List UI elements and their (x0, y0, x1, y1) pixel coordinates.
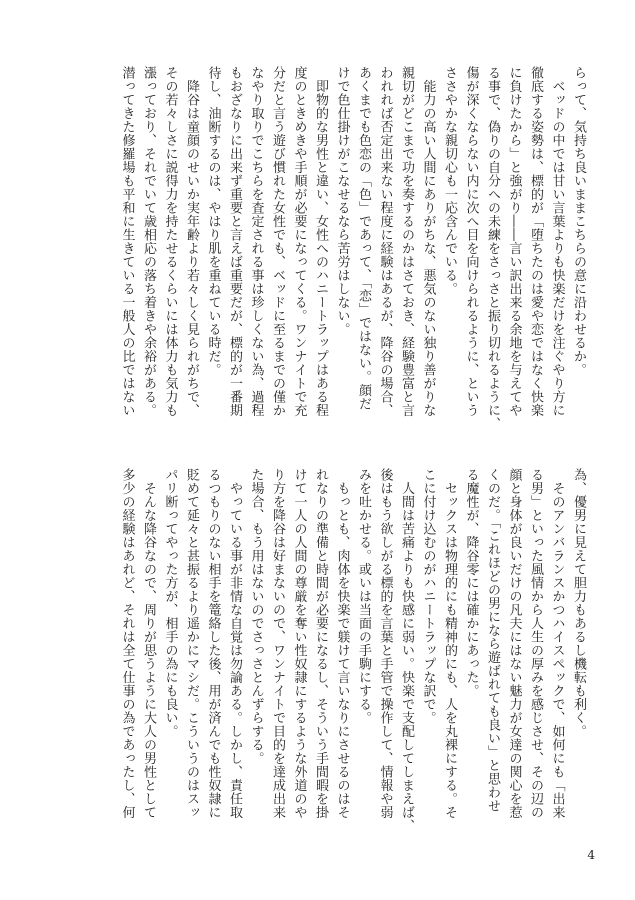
text-line: 多少の経験はあれど、それは全て仕事の為であったし、何 (119, 468, 135, 819)
text-line: そのアンバランスかつハイスペックで、如何にも「出来 (549, 468, 565, 819)
text-line: 後はもう欲しがる標的を言葉と手管で操作して、情報や弱 (377, 468, 393, 819)
text-line: その若々しさに説得力を持たせるくらいには体力も気力も (162, 66, 178, 417)
text-line: 待し、油断するのは、やはり肌を重ねている時だ。 (205, 66, 221, 377)
text-line: 顔と身体が良いだけの凡夫にはない魅力が女達の関心を惹 (506, 468, 522, 819)
page-number: 4 (587, 848, 595, 862)
text-line: に負けたから」と強がり――言い訳出来る余地を与えてや (506, 66, 522, 417)
upper-text-block (119, 66, 589, 446)
text-line: もっとも、肉体を快楽で躾けて言いなりにさせるのはそ (334, 468, 350, 819)
text-line: り方を降谷は好まないので、ワンナイトで目的を達成出来 (270, 468, 285, 819)
text-line: われれば否定出来ない程度に経験はあるが、降谷の場合、 (377, 66, 393, 417)
text-line: こに付け込むのがハニートラップな訳で。 (420, 468, 436, 725)
text-line: 徹底する姿勢は、標的が「堕ちたのは愛や恋ではなく快楽 (528, 66, 543, 417)
text-line: る事で、偽りの自分への未練をさっさと振り切れるように、 (485, 66, 500, 431)
text-line: 親切がどこまで功を奏するのかはさておき、経験豊富と言 (399, 66, 414, 417)
text-line: やっている事が非情な自覚は勿論ある。しかし、責任取 (227, 468, 242, 819)
text-line: くのだ。「これほどの男になら遊ばれても良い」と思わせ (485, 468, 500, 813)
text-line: パリ断ってやった方が、相手の為にも良い。 (162, 468, 178, 738)
text-line: ベッドの中では甘い言葉よりも快楽だけを注ぐやり方に (549, 66, 565, 417)
text-line: らって、気持ち良いままこちらの意に沿わせるか。 (571, 66, 586, 377)
text-line: あくまでも色恋の「色」であって、「恋」ではない。顔だ (356, 66, 371, 411)
text-line: る男」といった風情から人生の厚みを感じさせ、その辺の (528, 468, 543, 819)
text-line: 度のときめきや手順が必要になってくる。ワンナイトで充 (291, 66, 307, 417)
text-line: 潜ってきた修羅場も平和に生きている一般人の比ではない (119, 66, 135, 417)
text-line: 貶めて延々と甚振るより遥かにマシだ。こういうのはスッ (184, 468, 199, 819)
text-line: 即物的な男性と違い、女性へのハニートラップはある程 (313, 66, 328, 417)
text-line: 降谷は童顔のせいか実年齢より若々しく見られがちで、 (184, 66, 199, 417)
text-line: 為、優男に見えて胆力もあるし機転も利く。 (571, 468, 586, 738)
text-line: セックスは物理的にも精神的にも、人を丸裸にする。そ (442, 468, 457, 819)
text-line: 分だと言う遊び慣れた女性でも、ベッドに至るまでの僅か (270, 66, 285, 417)
text-line: た場合、もう用はないのでさっさとんずらする。 (248, 468, 264, 765)
text-line: けて一人の人間の尊厳を奪い性奴隷にするような外道のや (291, 468, 307, 819)
text-line: れなりの準備と時間が必要になるし、そういう手間暇を掛 (313, 468, 328, 819)
text-line: 傷が深くならない内に次へ目を向けられるように、という (463, 66, 479, 417)
text-line: 人間は苦痛よりも快感に弱い。快楽で支配してしまえば、 (399, 468, 414, 833)
text-line: ささやかな親切心も一応含んでいる。 (442, 66, 457, 296)
text-line: 能力の高い人間にありがちな、悪気のない独り善がりな (420, 66, 436, 417)
text-line: もおざなりに出来ず重要と言えば重要だが、標的が一番期 (227, 66, 242, 417)
text-line: 漲っており、それでいて歳相応の落ち着きや余裕がある。 (141, 66, 156, 417)
text-line: るつもりのない相手を篭絡した後、用が済んでも性奴隷に (205, 468, 221, 819)
text-line: なやり取りでこちらを査定される事は珍しくない為、過程 (248, 66, 264, 417)
text-line: る魔性が、降谷零には確かにあった。 (463, 468, 479, 698)
text-line: けで色仕掛けがこなせるなら苦労はしない。 (334, 66, 350, 336)
text-line: みを吐かせる。或いは当面の手駒にする。 (356, 468, 371, 725)
text-line: そんな降谷なので、周りが思うように大人の男性として (141, 468, 156, 819)
lower-text-block (119, 468, 589, 848)
